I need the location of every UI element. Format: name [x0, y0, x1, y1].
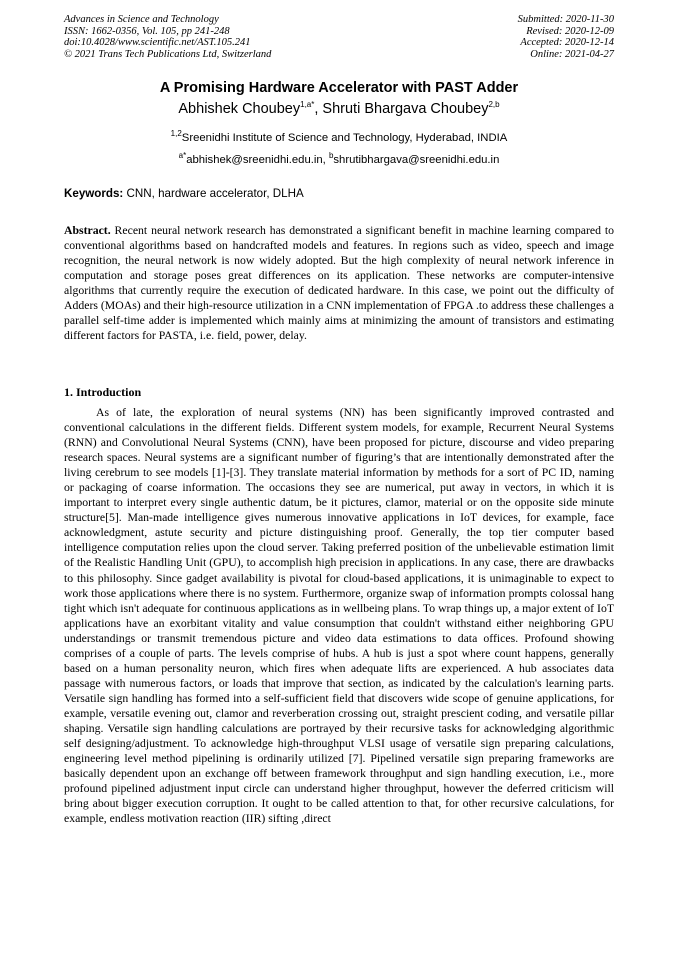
author-separator: , — [314, 101, 323, 117]
email-a[interactable]: abhishek@sreenidhi.edu.in, — [186, 154, 329, 166]
keywords-label: Keywords: — [64, 187, 124, 200]
author-2-affiliation-mark: 2,b — [488, 100, 500, 110]
section-heading-introduction: 1. Introduction — [64, 385, 142, 399]
author-emails — [0, 151, 678, 166]
abstract — [64, 223, 614, 343]
affiliation-mark: 1,2 — [170, 129, 182, 139]
copyright-notice: © 2021 Trans Tech Publications Ltd, Switzerland — [64, 48, 272, 60]
keywords — [64, 187, 615, 200]
email-b[interactable]: shrutibhargava@sreenidhi.edu.in — [333, 154, 500, 166]
email-a-mark: a* — [178, 151, 187, 161]
submitted-date: Submitted: 2020-11-30 — [517, 14, 614, 25]
affiliation-text: Sreenidhi Institute of Science and Technology, Hyderabad, INDIA — [181, 132, 508, 144]
abstract-text: Recent neural network research has demonstrated a significant benefit in machine learning compared to conventional algorithms based on handcrafted models and features. In regions such as video, speech and image recognition, the neural network is now widely adopted. But the high complexity of neural network inference in computation and storage poses great differences on its application. These networks are computer-intensive algorithms that currently require the execution of dedicated hardware. In this case, we point out the difficulty of Adders (MOAs) and their high-resource utilization in a CNN implementation of FPGA .to address these challenges a parallel self-time adder is implemented which mainly aims at minimizing the amount of transistors and estimating different factors for PASTA, i.e. field, power, delay. — [64, 224, 614, 342]
paper-title: A Promising Hardware Accelerator with PAST Adder — [159, 80, 519, 96]
doi-link[interactable]: doi:10.4028/www.scientific.net/AST.105.241 — [64, 37, 251, 49]
affiliation — [0, 129, 678, 144]
author-2-name: Shruti Bhargava Choubey — [322, 101, 489, 117]
abstract-label: Abstract. — [64, 224, 111, 237]
keywords-text: CNN, hardware accelerator, DLHA — [123, 187, 304, 200]
online-date: Online: 2021-04-27 — [530, 48, 614, 60]
revised-date: Revised: 2020-12-09 — [526, 25, 614, 37]
submission-dates-header — [518, 14, 614, 60]
accepted-date: Accepted: 2020-12-14 — [520, 37, 614, 49]
issn-volume-pages: ISSN: 1662-0356, Vol. 105, pp 241-248 — [64, 25, 230, 37]
introduction-paragraph: As of late, the exploration of neural systems (NN) has been significantly improved contrasted and conventional calculations in the different fields. Different system models, for example, Recurrent Neural Systems (RNN) and Convolutional Neural Systems (CNN), have been proposed for picture, discourse and video preparing research spaces. Neural systems are a significant number of figuring’s that are intentionally demonstrated after the living cerebrum to see models [1]-[3]. They translate material information by methods for a sort of PC ID, naming or packaging of coarse information. The occasions they see are numerical, put away in vectors, in which it is important to interpret every single authentic datum, be it pictures, clamor, material or on the opposite side minute structure[5]. Man-made intelligence gives numerous innovative applications in IoT devices, for example, face acknowledgment, astute security and picture distinguishing proof. Generally, the top tier computer based intelligence computation relies upon the cloud server. Taking preferred position of the unbelievable estimation limit of the Realistic Handling Unit (GPU), to accomplish high precision in applications. In any case, there are drawbacks to this philosophy. Since gadget availability is pivotal for cloud-based applications, it is unimaginable to expect to work those applications where there is no system. Furthermore, organize swap of information prompts colossal hang tight which isn't adequate for continuous applications as in wellbeing plans. To wrap things up, a major extent of IoT applications have an exorbitant vitality and value consumption that couldn't withstand either neighboring GPU understandings or transmit tremendous picture and video data estimations to data offices. Profound showing comprises of a couple of parts. The levels comprise of hubs. A hub is just a spot where count happens, generally based on a human personality neuron, which fires when adequate lifts are experienced. A hub associates data passage with numerous factors, or loads that improve that section, as indicated by the calculation's learning parts. Versatile sign handling has formed into a self-sufficient field that discovers wide scope of genuine applications, for example, versatile evening out, clamor and reverberation crossing out, straight prescient coding, and versatile pillar shaping. Versatile sign handling calculations are portrayed by their recursive tasks for acknowledging algorithmic self designing/adjustment. To acknowledge high-throughput VLSI usage of versatile sign preparing calculations, engineering level method pipelining is ordinarily utilized [7]. Pipelined versatile sign preparing frameworks are basically dependent upon an exchange off between framework throughput and sign handling execution, i.e., more profound pipelined adjustment input circle can understand higher throughput, however the deferred criticism will bring about bigger execution corruption. It ought to be called attention to that, for other recursive calculations, for example, endless motivation reaction (IIR) sifting ,direct — [64, 406, 614, 826]
journal-name: Advances in Science and Technology — [64, 14, 219, 25]
author-list — [0, 101, 678, 117]
author-1-affiliation-mark: 1,a* — [300, 100, 315, 110]
email-b-mark: b — [328, 151, 334, 161]
journal-info-header — [64, 14, 271, 60]
author-1-name: Abhishek Choubey — [178, 101, 301, 117]
